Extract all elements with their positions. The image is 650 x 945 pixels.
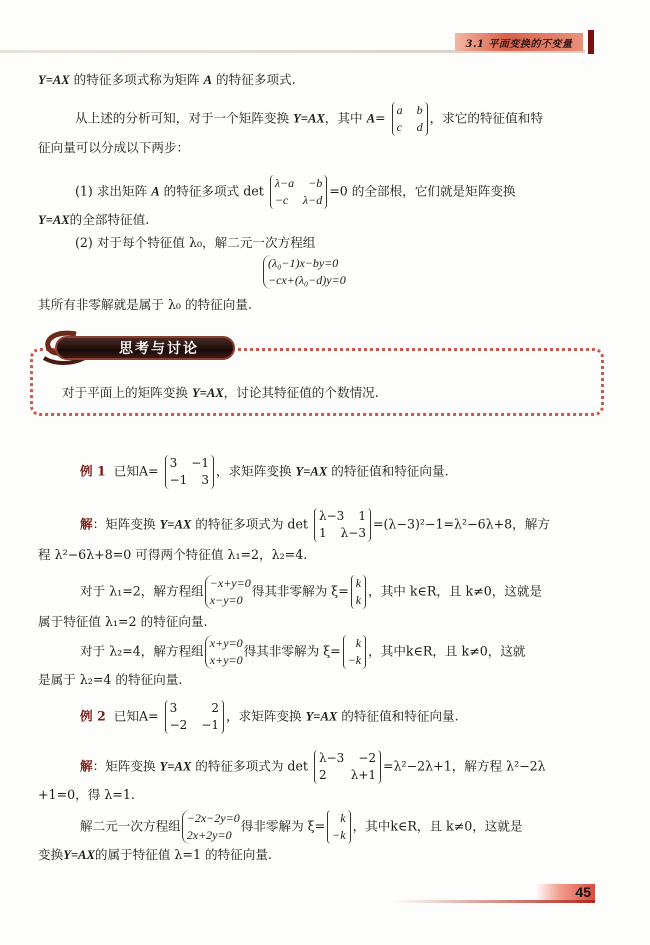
- discussion-title: 思考与讨论: [55, 336, 235, 360]
- text: ，其中: [324, 110, 367, 126]
- text: ，求它的特征值和特: [429, 110, 543, 126]
- discussion-text: 对于平面上的矩阵变换 Y=AX，讨论其特征值的个数情况.: [62, 385, 379, 400]
- header-bar: [588, 30, 594, 54]
- example-2-solution: 解：矩阵变换 Y=AX 的特征多项式为 det λ−3 −2 2 λ+1 =λ²−2λ+1，解方程 λ²−2λ: [80, 751, 546, 782]
- section-header: 3.1 平面变换的不变量: [455, 33, 583, 51]
- matrix: λ−a −b −c λ−d: [270, 175, 327, 209]
- example-2-case: 解二元一次方程组 −2x−2y=0 2x+2y=0 得非零解为 ξ= k −k ，其中k∈R，且 k≠0，这就是: [80, 811, 523, 842]
- formula: A: [203, 73, 213, 87]
- paragraph-2: [75, 102, 543, 136]
- step-2: (2) 对于每个特征值 λ₀，解二元一次方程组: [75, 235, 316, 250]
- conclusion: 其所有非零解就是属于 λ₀ 的特征向量.: [38, 297, 252, 312]
- formula: A: [366, 111, 375, 126]
- example-1-case2: 对于 λ₂=4，解方程组 x+y=0 x+y=0 得其非零解为 ξ= k −k ，其中k∈R，且 k≠0，这就: [80, 636, 526, 667]
- matrix: λ−3 1 1 λ−3: [314, 508, 371, 542]
- paragraph-2b: 征向量可以分成以下两步：: [38, 140, 190, 155]
- formula: Y=AX: [38, 73, 70, 87]
- step-1: (1) 求出矩阵 A 的特征多项式 det λ−a −b −c λ−d =0 的全部根，它们就是矩阵变换: [75, 176, 516, 207]
- text: 的特征多项式称为矩阵: [69, 72, 204, 87]
- example-2-line2: +1=0，得 λ=1.: [38, 787, 135, 802]
- matrix: λ−3 −2 2 λ+1: [314, 750, 381, 784]
- formula: Y=AX: [293, 111, 325, 126]
- page-number: 45: [535, 884, 595, 900]
- example-2-case-end: 变换Y=AX的属于特征值 λ=1 的特征向量.: [38, 847, 272, 862]
- example-2-question: 例 2 已知A= 3 2 −2 −1 ，求矩阵变换 Y=AX 的特征值和特征向量.: [80, 701, 459, 732]
- matrix: 3 −1 −1 3: [165, 455, 214, 489]
- example-1-case1: 对于 λ₁=2，解方程组 −x+y=0 x−y=0 得其非零解为 ξ= k k ，其中 k∈R，且 k≠0，这就是: [80, 576, 543, 607]
- paragraph-1: [38, 70, 296, 90]
- example-label: 例 2: [80, 708, 106, 724]
- example-1-line2: 程 λ²−6λ+8=0 可得两个特征值 λ₁=2，λ₂=4.: [38, 547, 308, 562]
- step-1b: Y=AX的全部特征值.: [38, 212, 150, 227]
- example-1-solution: 解：矩阵变换 Y=AX 的特征多项式为 det λ−3 1 1 λ−3 =(λ−3)²−1=λ²−6λ+8，解方: [80, 509, 550, 540]
- example-1-case2-end: 是属于 λ₂=4 的特征向量.: [38, 672, 183, 687]
- footer-rule: [395, 900, 595, 903]
- matrix: 3 2 −2 −1: [165, 700, 224, 734]
- text: 从上述的分析可知，对于一个矩阵变换: [75, 110, 294, 126]
- text: 的特征多项式.: [212, 72, 296, 87]
- example-label: 例 1: [80, 463, 106, 479]
- matrix: a b c d: [392, 102, 428, 136]
- equation-system: (λ₀−1)x−by=0 −cx+(λ₀−d)y=0: [262, 255, 347, 289]
- text: =: [374, 110, 386, 126]
- example-1-question: 例 1 已知A= 3 −1 −1 3 ，求矩阵变换 Y=AX 的特征值和特征向量.: [80, 456, 449, 487]
- example-1-case1-end: 属于特征值 λ₁=2 的特征向量.: [38, 614, 208, 629]
